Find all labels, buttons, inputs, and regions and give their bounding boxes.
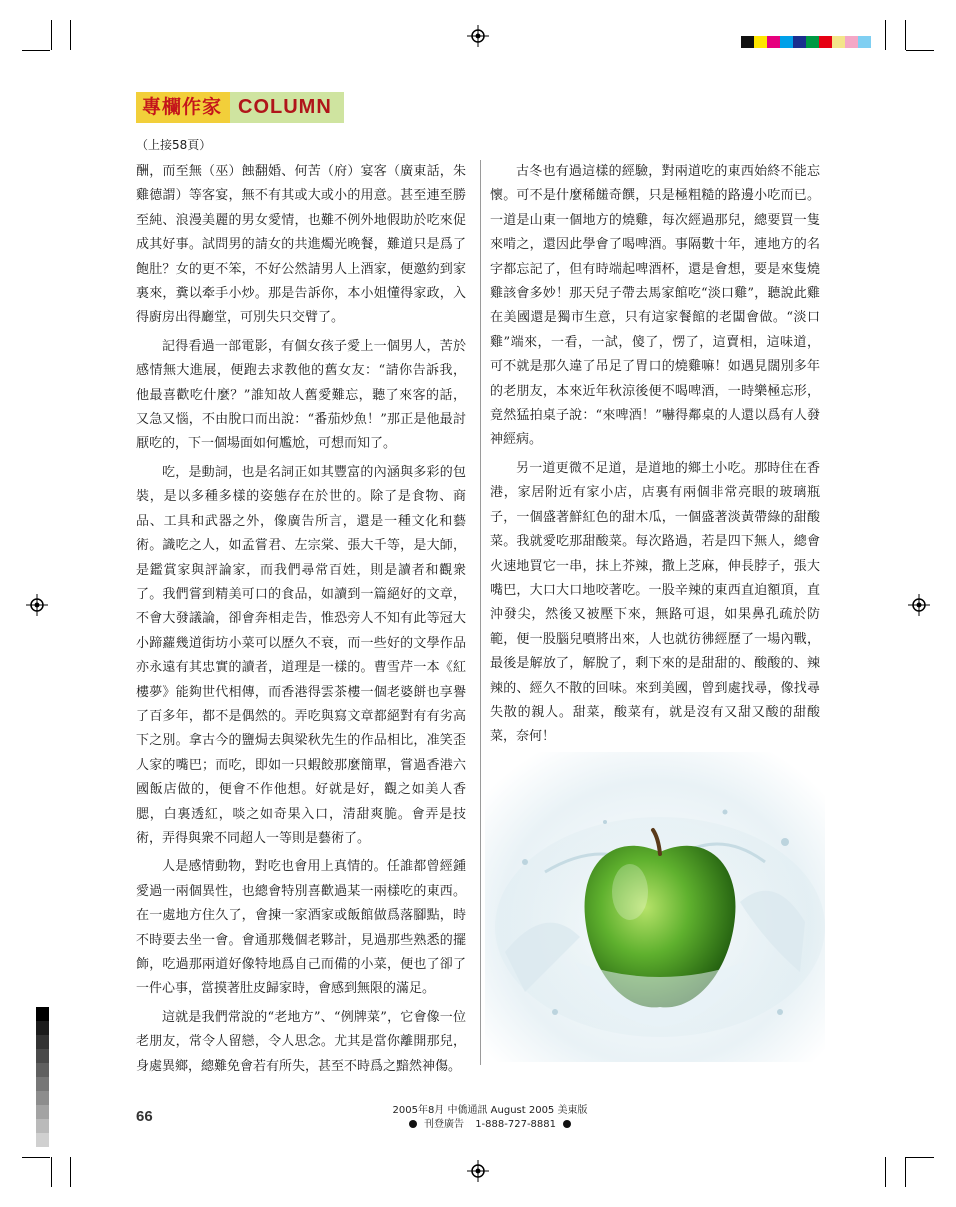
crop-mark bbox=[22, 1157, 50, 1158]
paragraph: 吃，是動詞，也是名詞正如其豐富的內涵與多彩的包裝，是以多種多樣的姿態存在於世的。除了是食物、商品、工具和武器之外，像廣告所言，還是一種文化和藝術。識吃之人，如孟嘗君、左宗棠、張大千等，是大師，是鑑賞家與評論家，而我們尋常百姓，則是讀者和觀衆了。我們嘗到精美可口的食品，如讀到一篇絕好的文章，不會大發議論，卻會奔相走告，惟恐旁人不知有此等冠大小蹄蘿幾道街坊小菜可以歷久不衰，而一些好的文學作品亦永遠有其忠實的讀者，道理是一樣的。曹雪芹一本《紅樓夢》能夠世代相傳，而香港得雲茶樓一個老婆餅也享譽了百多年，都不是偶然的。弄吃與寫文章都絕對有有劣高下之別。拿古今的鹽焗去與梁秋先生的作品相比，准笑歪人家的嘴巴；而吃，即如一只蝦餃那麼簡單，嘗過香港六國飯店做的，便會不作他想。好就是好，觀之如美人香腮，白裏透紅，啖之如奇果入口，清甜爽脆。會弄是技術，弄得與衆不同超人一等則是藝術了。 bbox=[136, 464, 466, 846]
column-header-chinese: 專欄作家 bbox=[136, 92, 230, 123]
footer-ad-phone: 1-888-727-8881 bbox=[475, 1119, 556, 1130]
crop-mark bbox=[70, 1157, 71, 1187]
footer-ad-line bbox=[360, 1118, 620, 1132]
crop-mark bbox=[905, 1157, 906, 1187]
crop-mark bbox=[885, 20, 886, 50]
paragraph: 人是感情動物，對吃也會用上真情的。任誰都曾經鍾愛過一兩個異性，也總會特別喜歡過某一兩樣吃的東西。在一處地方住久了，會揀一家酒家或飯館做爲落腳點，時不時要去坐一會。會通那幾個老夥計，見過那些熟悉的擺飾，吃過那兩道好像特地爲自己而備的小菜，便也了卻了一件心事，當摸著肚皮歸家時，會感到無限的滿足。 bbox=[136, 859, 466, 997]
crop-mark bbox=[70, 20, 71, 50]
column-header-english: COLUMN bbox=[230, 92, 344, 123]
green-apple-photo bbox=[485, 752, 825, 1062]
crop-mark bbox=[885, 1157, 886, 1187]
color-calibration-bar bbox=[741, 36, 871, 48]
grayscale-calibration-bar bbox=[36, 1007, 49, 1147]
registration-mark-icon bbox=[908, 594, 930, 616]
crop-mark bbox=[51, 1157, 52, 1187]
registration-mark-icon bbox=[467, 25, 489, 47]
crop-mark bbox=[51, 20, 52, 50]
crop-mark bbox=[906, 50, 934, 51]
continued-from-note: （上接58頁） bbox=[136, 138, 212, 152]
article-column-left bbox=[136, 160, 466, 1083]
crop-mark bbox=[905, 20, 906, 50]
page-footer bbox=[360, 1104, 620, 1132]
paragraph: 古冬也有過這樣的經驗，對兩道吃的東西始終不能忘懷。可不是什麼稀饈奇饌，只是極粗糙的路邊小吃而已。一道是山東一個地方的燒雞，每次經過那兒，總要買一隻來啃之，還因此學會了喝啤酒。事隔數十年，連地方的名字都忘記了，但有時端起啤酒杯，還是會想，要是來隻燒雞該會多妙！那天兒子帶去馬家館吃“淡口雞”，聽說此雞在美國還是獨市生意，只有這家餐館的老闆會做。“淡口雞”端來，一看，一試，傻了，愣了，這賣相，這味道，可不就是那久違了吊足了胃口的燒雞嘛！如遇見闊別多年的老朋友，本來近年秋涼後便不喝啤酒，一時樂極忘形，竟然猛拍桌子說：“來啤酒！”嚇得鄰桌的人還以爲有人發神經病。 bbox=[490, 164, 820, 448]
paragraph: 記得看過一部電影，有個女孩子愛上一個男人，苦於感情無大進展，便跑去求教他的舊女友：“請你告訴我，他最喜歡吃什麼？”誰知故人舊愛難忘，聽了來客的話，又急又惱，不由脫口而出說：“番茄炒魚！”那正是他最討厭吃的，下一個場面如何尷尬，可想而知了。 bbox=[136, 338, 466, 452]
column-header-badge bbox=[136, 92, 344, 123]
footer-publication-line: 2005年8月 中僑通訊 August 2005 美東版 bbox=[392, 1105, 588, 1116]
bullet-icon bbox=[563, 1120, 571, 1128]
crop-mark bbox=[22, 50, 50, 51]
paragraph: 這就是我們常說的“老地方”、“例牌菜”，它會像一位老朋友，常令人留戀，令人思念。尤其是當你離開那兒，身處異鄉，總難免會若有所失，甚至不時爲之黯然神傷。 bbox=[136, 1009, 466, 1074]
registration-mark-icon bbox=[467, 1160, 489, 1182]
bullet-icon bbox=[409, 1120, 417, 1128]
registration-mark-icon bbox=[26, 594, 48, 616]
page-number: 66 bbox=[136, 1108, 153, 1125]
paragraph: 另一道更微不足道，是道地的鄉土小吃。那時住在香港，家居附近有家小店，店裏有兩個非常亮眼的玻璃瓶子，一個盛著鮮紅色的甜木瓜，一個盛著淡黃帶綠的甜酸菜。我就愛吃那甜酸菜。每次路過，若是四下無人，總會火速地買它一串，抹上芥辣，撒上芝麻，伸長脖子，張大嘴巴，大口大口地咬著吃。一股辛辣的東西直迫額頂，直沖發尖，然後又被壓下來，無路可退，如果鼻孔疏於防範，便一股腦兒噴將出來，人也就彷彿經歷了一場內戰，最後是解放了，解脫了，剩下來的是甜甜的、酸酸的、辣辣的、經久不散的回味。來到美國，曾到處找尋，像找尋失散的親人。甜菜，酸菜有，就是沒有又甜又酸的甜酸菜，奈何！ bbox=[490, 460, 820, 745]
paragraph: 酬，而至無（巫）蝕翻婚、何苦（府）宴客（廣東話，朱雞德謂）等客宴，無不有其或大或小的用意。甚至連至勝至純、浪漫美麗的男女愛情，也難不例外地假助於吃來促成其好事。試問男的請女的共進燭光晚餐，難道只是爲了飽肚？女的更不笨，不好公然請男人上酒家，便邀約到家裏來，糞以牽手小炒。那是告訴你，本小姐懂得家政，入得廚房出得廳堂，可別失只交臂了。 bbox=[136, 164, 466, 326]
column-divider bbox=[480, 160, 481, 1065]
footer-ad-label: 刊登廣告 bbox=[424, 1119, 464, 1130]
crop-mark bbox=[906, 1157, 934, 1158]
